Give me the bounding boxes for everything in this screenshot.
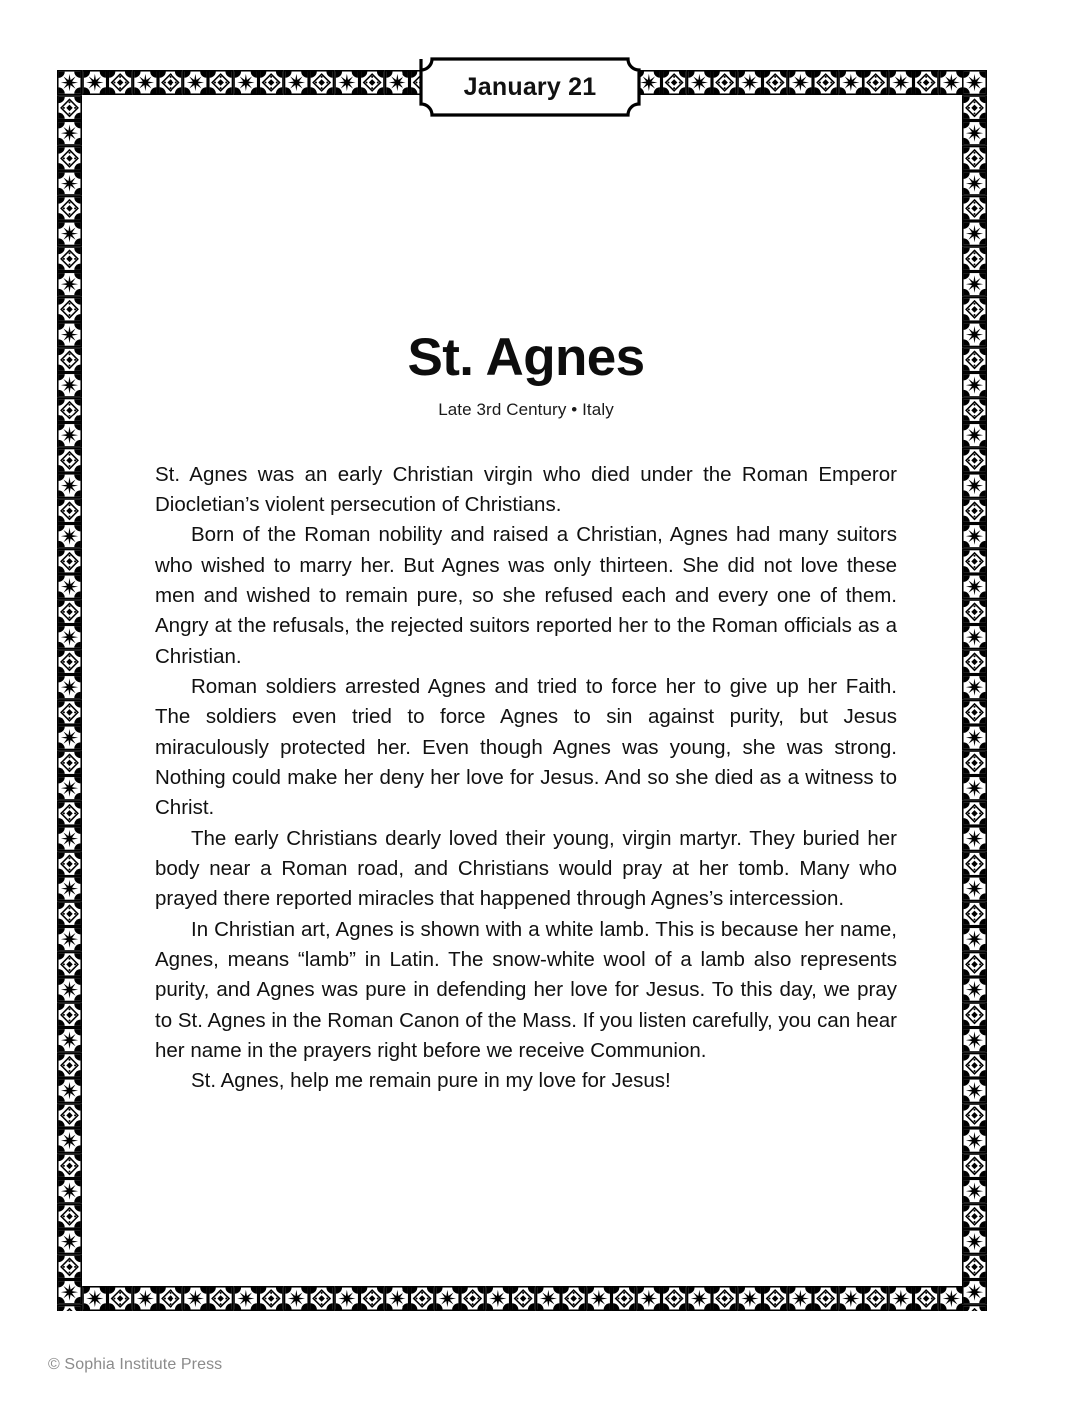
footer-credit: © Sophia Institute Press — [48, 1356, 223, 1373]
closing-prayer: St. Agnes, help me remain pure in my love for Jesus! — [191, 1069, 671, 1093]
paragraph: Born of the Roman nobility and raised a Christian, Agnes had many suitors who wished to marry her. But Agnes was only thirteen. She did not love these men and wished to remain pure, so she refused each and every one of them. Angry at the refusals, the rejected suitors reported her to the Roman officials as a Christian. — [155, 523, 897, 668]
page-subtitle: Late 3rd Century • Italy — [438, 399, 614, 419]
page-content — [155, 330, 897, 1097]
body-text — [155, 460, 897, 1097]
date-banner — [418, 56, 642, 118]
border-left-strip — [57, 70, 82, 1311]
date-banner-label: January 21 — [463, 72, 597, 101]
border-bottom-strip — [57, 1286, 987, 1311]
paragraph: In Christian art, Agnes is shown with a white lamb. This is because her name, Agnes, means “lamb” in Latin. The snow-white wool of a lamb also represents purity, and Agnes was pure in defending her love for Jesus. To this day, we pray to St. Agnes in the Roman Canon of the Mass. If you listen carefully, you can hear her name in the prayers right before we receive Communion. — [155, 917, 897, 1062]
paragraph: Roman soldiers arrested Agnes and tried to force her to give up her Faith. The soldiers even tried to force Agnes to sin against purity, but Jesus miraculously protected her. Even though Agnes was young, she was strong. Nothing could make her deny her love for Jesus. And so she died as a witness to Christ. — [155, 674, 897, 820]
paragraph: St. Agnes was an early Christian virgin who died under the Roman Emperor Diocletian’s violent persecution of Christians. — [155, 462, 897, 516]
page-title: St. Agnes — [407, 328, 645, 387]
paragraph: The early Christians dearly loved their young, virgin martyr. They buried her body near a Roman road, and Christians would pray at her tomb. Many who prayed there reported miracles that happened through Agnes’s intercession. — [155, 826, 897, 911]
border-right-strip — [962, 70, 987, 1311]
